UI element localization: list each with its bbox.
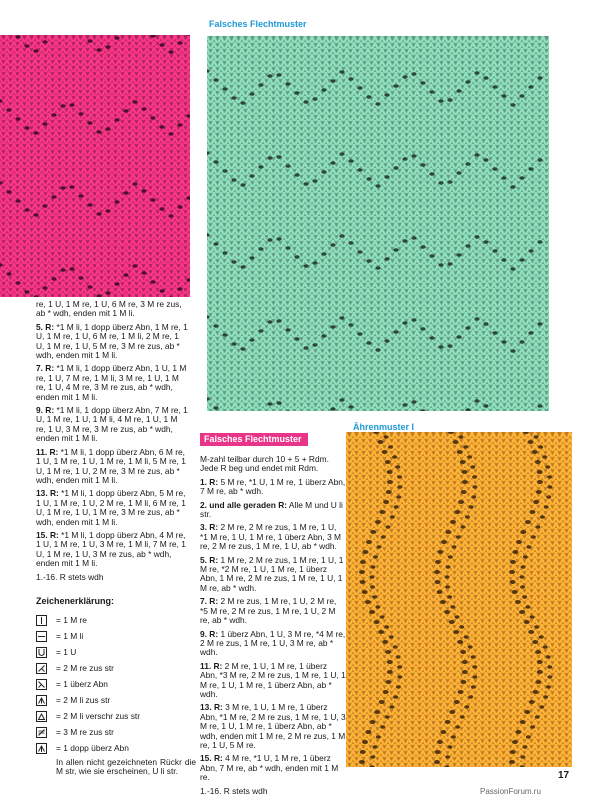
legend-row (36, 644, 196, 660)
row-label: 2. und alle geraden R: (200, 499, 288, 510)
instruction-row (36, 489, 188, 527)
instruction-row (200, 754, 346, 782)
orange-lace-swatch-photo (346, 432, 572, 767)
legend-label: = 3 M re zus str (56, 727, 114, 737)
row-label: 9. R: (200, 628, 219, 639)
instruction-row (36, 406, 188, 444)
legend-label: = 2 M re zus str (56, 663, 114, 673)
k3tog-icon (36, 727, 47, 738)
legend-row (36, 740, 196, 756)
legend-label: = 1 U (56, 647, 77, 657)
row-label: 7. R: (36, 363, 55, 374)
row-text: 1 M re, 2 M re zus, 1 M re, 1 U, 1 M re, *2 M re, 1 U, 1 M re, 1 überz Abn, 1 M re, 2 M re zus, 1 M re, 1 U, 1 M re, ab * wdh. (200, 554, 344, 593)
row-text: 5 M re, *1 U, 1 M re, 1 überz Abn, 7 M re, ab * wdh. (200, 476, 346, 497)
legend-label: = 1 M li (56, 631, 84, 641)
k2tog-icon (36, 663, 47, 674)
left-instructions (36, 300, 188, 586)
middle-instructions (200, 455, 346, 800)
instruction-row (36, 364, 188, 402)
row-text: *1 M li, 1 dopp überz Abn, 1 M re, 1 U, 1 M re, 1 U, 6 M re, 1 M li, 2 M re, 1 U, 1 M re, 1 U, 5 M re, 3 M re zus, ab * wdh, enden mit 1 M li. (36, 321, 188, 361)
instruction-row (36, 573, 188, 582)
knit-right-icon (36, 615, 47, 626)
instruction-row (200, 556, 346, 594)
row-text: *1 M li, 1 dopp überz Abn, 4 M re, 1 U, 1 M re, 1 U, 3 M re, 1 M li, 7 M re, 1 U, 1 M re, 1 U, 3 M re zus, ab * wdh, enden mit 1 M li. (36, 529, 186, 569)
row-text: 1.-16. R stets wdh (36, 571, 104, 582)
double-decrease-icon (36, 743, 47, 754)
orange-swatch-title: Ährenmuster I (353, 422, 415, 432)
instruction-row (200, 523, 346, 551)
legend-label: = 1 dopp überz Abn (56, 743, 129, 753)
instruction-row (36, 323, 188, 361)
legend-label: = 2 M li verschr zus str (56, 711, 140, 721)
row-label: 15. R: (36, 529, 59, 540)
yarn-over-icon (36, 647, 47, 658)
legend-title: Zeichenerklärung: (36, 596, 115, 606)
row-text: 1.-16. R stets wdh (200, 785, 268, 796)
row-text: 2 M re zus, 1 M re, 1 U, 2 M re, *5 M re, 2 M re zus, 1 M re, 1 U, 2 M re, ab * wdh. (200, 596, 337, 626)
legend-row (36, 628, 196, 644)
watermark: PassionForum.ru (480, 787, 541, 796)
row-text: 3 M re, 1 U, 1 M re, 1 überz Abn, *1 M re, 2 M re zus, 1 M re, 1 U, 3 M re, 1 U, 1 M re, 1 überz Abn, ab * wdh, enden mit 1 M re, 2 M re zus, 1 M re, 1 U, 5 M re. (200, 702, 346, 750)
legend-row (36, 708, 196, 724)
green-lace-swatch-photo (207, 36, 549, 411)
page-number: 17 (558, 770, 570, 781)
legend-rows (36, 612, 196, 756)
row-label: 11. R: (36, 446, 59, 457)
row-label: 9. R: (36, 405, 55, 416)
instruction-row (200, 501, 346, 520)
legend-row (36, 692, 196, 708)
row-text: 1 überz Abn, 1 U, 3 M re, *4 M re, 2 M re zus, 1 M re, 1 U, 3 M re, ab * wdh. (200, 628, 346, 658)
pink-lace-swatch-photo (0, 35, 190, 297)
row-label: 7. R: (200, 596, 219, 607)
row-text: 2 M re, 1 U, 1 M re, 1 überz Abn, *3 M re, 2 M re zus, 1 M re, 1 U, 1 M re, 1 U, 1 M re, 1 überz Abn, ab * wdh. (200, 660, 346, 699)
instruction-row (200, 597, 346, 625)
row-text: re, 1 U, 1 M re, 1 U, 6 M re, 3 M re zus, ab * wdh, enden mit 1 M li. (36, 299, 182, 319)
instruction-row (36, 531, 188, 569)
instruction-row (200, 703, 346, 750)
p2tog-crossed-icon (36, 711, 47, 722)
legend-label: = 2 M li zus str (56, 695, 111, 705)
instruction-row (200, 787, 346, 796)
row-text: *1 M li, 1 dopp überz Abn, 5 M re, 1 U, 1 M re, 1 U, 2 M re, 1 M li, 6 M re, 1 U, 1 M re, 1 U, 1 M re, 3 M re zus, ab * wdh, enden mit 1 M li. (36, 488, 186, 527)
row-text: 2 M re, 2 M re zus, 1 M re, 1 U, *1 M re, 1 U, 1 M re, 1 überz Abn, 3 M re, 2 M re zus, 1 M re, 1 U, ab * wdh. (200, 522, 342, 552)
row-text: M-zahl teilbar durch 10 + 5 + Rdm. Jede R beg und endet mit Rdm. (200, 454, 329, 474)
skpo-icon (36, 679, 47, 690)
instruction-row (200, 455, 346, 474)
legend-row (36, 724, 196, 740)
row-label: 3. R: (200, 522, 219, 533)
instruction-row (200, 630, 346, 658)
legend-row (36, 660, 196, 676)
row-text: 4 M re, *1 U, 1 M re, 1 überz Abn, 7 M re, ab * wdh, enden mit 1 M re. (200, 753, 339, 783)
legend-label: = 1 M re (56, 615, 87, 625)
instruction-row (36, 448, 188, 486)
row-text: *1 M li, 1 dopp überz Abn, 7 M re, 1 U, 1 M re, 1 U, 1 M li, 4 M re, 1 U, 1 M re, 1 U, 3 M re, 3 M re zus, ab * wdh, enden mit 1 M li. (36, 405, 188, 444)
row-label: 15. R: (200, 753, 223, 764)
row-text: *1 M li, 1 dopp überz Abn, 1 U, 1 M re, 1 U, 7 M re, 1 M li, 3 M re, 1 U, 1 M re, 1 U, 4 M re, 3 M re zus, ab * wdh, enden mit 1 M li. (36, 363, 187, 402)
legend-row (36, 612, 196, 628)
row-label: 5. R: (200, 554, 219, 565)
row-label: 13. R: (36, 488, 59, 499)
legend-row (36, 676, 196, 692)
symbol-legend (36, 596, 196, 777)
legend-note: In allen nicht gezeichneten Rückr die M str, wie sie erscheinen, U li str. (56, 757, 196, 777)
row-label: 5. R: (36, 321, 55, 332)
row-label: 13. R: (200, 702, 223, 713)
knit-left-icon (36, 631, 47, 642)
row-label: 11. R: (200, 660, 223, 671)
p2tog-icon (36, 695, 47, 706)
legend-label: = 1 überz Abn (56, 679, 108, 689)
row-text: Alle M und U li str. (200, 499, 343, 520)
row-text: *1 M li, 1 dopp überz Abn, 6 M re, 1 U, 1 M re, 1 U, 1 M re, 1 M li, 5 M re, 1 U, 1 M re, 1 U, 2 M re, 3 M re zus, ab * wdh, enden mit 1 M li. (36, 446, 186, 485)
instruction-row (200, 478, 346, 497)
row-label: 1. R: (200, 476, 219, 487)
green-swatch-title: Falsches Flechtmuster (209, 19, 307, 29)
pattern-section-banner: Falsches Flechtmuster (200, 433, 308, 446)
instruction-row (200, 662, 346, 700)
instruction-row (36, 300, 188, 319)
